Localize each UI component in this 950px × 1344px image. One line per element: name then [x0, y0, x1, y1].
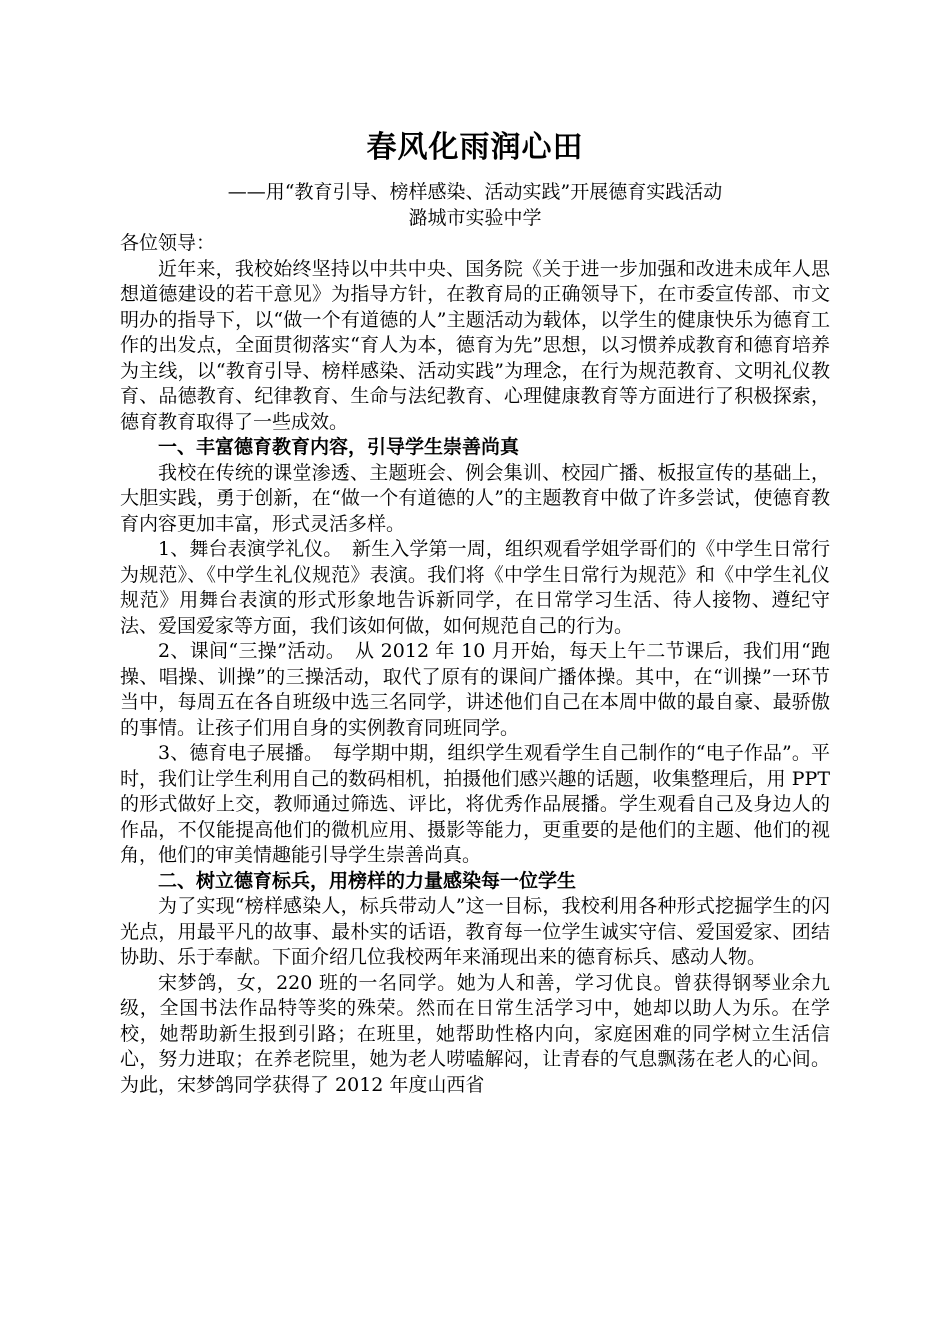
- school-name: 潞城市实验中学: [408, 206, 542, 229]
- section-heading-1: 一、丰富德育教育内容，引导学生崇善尚真: [158, 436, 520, 458]
- section2-paragraph-1: 为了实现“榜样感染人，标兵带动人”这一目标，我校利用各种形式挖掘学生的闪光点，用最平凡的故事、最朴实的话语，教育每一位学生诚实守信、爱国爱家、团结协助、乐于奉献。下面介绍几位我校两年来涌现出来的德育标兵、感动人物。: [120, 895, 830, 968]
- section1-paragraph-1: 我校在传统的课堂渗透、主题班会、例会集训、校园广播、板报宣传的基础上，大胆实践，勇于创新，在“做一个有道德的人”的主题教育中做了许多尝试，使德育教育内容更加丰富，形式灵活多样。: [120, 461, 830, 535]
- section1-paragraph-2: 1、舞台表演学礼仪。 新生入学第一周，组织观看学姐学哥们的《中学生日常行为规范》、《中学生礼仪规范》表演。我们将《中学生日常行为规范》和《中学生礼仪规范》用舞台表演的形式形象地告诉新同学，在日常学习生活、待人接物、遵纪守法、爱国爱家等方面，我们该如何做，如何规范自己的行为。: [120, 538, 830, 637]
- document-subtitle: ——用“教育引导、榜样感染、活动实践”开展德育实践活动: [227, 181, 723, 203]
- document-page: [120, 128, 830, 1098]
- document-title: 春风化雨润心田: [366, 130, 584, 165]
- section1-paragraph-4: 3、德育电子展播。 每学期中期，组织学生观看学生自己制作的“电子作品”。平时，我们让学生利用自己的数码相机，拍摄他们感兴趣的话题，收集整理后，用 PPT 的形式做好上交，教师通过筛选、评比，将优秀作品展播。学生观看自己及身边人的作品，不仅能提高他们的微机应用、摄影等能力，更重要的是他们的主题、他们的视角，他们的审美情趣能引导学生崇善尚真。: [120, 742, 830, 866]
- greeting: 各位领导：: [120, 232, 216, 254]
- section1-paragraph-3: 2、课间“三操”活动。 从 2012 年 10 月开始，每天上午二节课后，我们用“跑操、唱操、训操”的三操活动，取代了原有的课间广播体操。其中，在“训操”一环节当中，每周五在各自班级中选三名同学，讲述他们自己在本周中做的最自豪、最骄傲的事情。让孩子们用自身的实例教育同班同学。: [120, 640, 830, 739]
- intro-paragraph: 近年来，我校始终坚持以中共中央、国务院《关于进一步加强和改进未成年人思想道德建设的若干意见》为指导方针，在教育局的正确领导下，在市委宣传部、市文明办的指导下，以“做一个有道德的人”主题活动为载体，以学生的健康快乐为德育工作的出发点，全面贯彻落实“育人为本，德育为先”思想，以习惯养成教育和德育培养为主线，以“教育引导、榜样感染、活动实践”为理念，在行为规范教育、文明礼仪教育、品德教育、纪律教育、生命与法纪教育、心理健康教育等方面进行了积极探索，德育教育取得了一些成效。: [120, 257, 830, 433]
- section-heading-2: 二、树立德育标兵，用榜样的力量感染每一位学生: [158, 869, 577, 892]
- section2-paragraph-2: 宋梦鸽，女，220 班的一名同学。她为人和善，学习优良。曾获得钢琴业余九级，全国书法作品特等奖的殊荣。然而在日常生活学习中，她却以助人为乐。在学校，她帮助新生报到引路；在班里，她帮助性格内向，家庭困难的同学树立生活信心，努力进取；在养老院里，她为老人唠嗑解闷，让青春的气息飘荡在老人的心间。为此，宋梦鸽同学获得了 2012 年度山西省: [120, 971, 830, 1096]
